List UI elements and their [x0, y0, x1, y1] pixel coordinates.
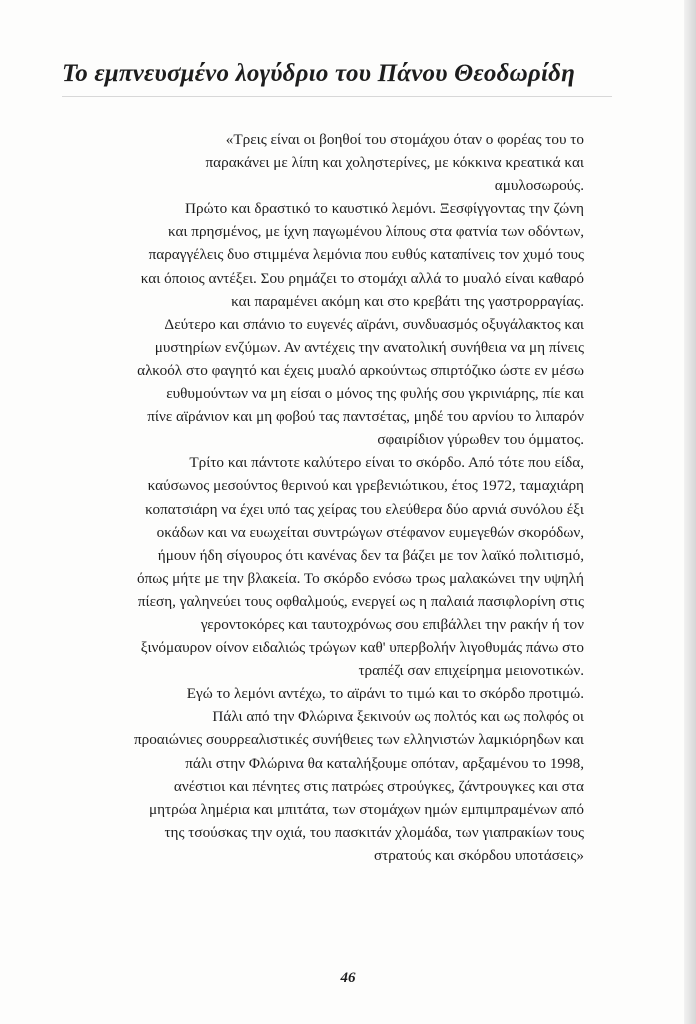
body-line: πίεση, γαληνεύει τους οφθαλμούς, ενεργεί ως η παλαιά πασιφλορίνη στις	[137, 592, 584, 610]
body-line: αμυλοσωρούς.	[494, 177, 584, 195]
body-line: Δεύτερο και σπάνιο το ευγενές αϊράνι, συνδυασμός οξυγάλακτος και	[164, 315, 584, 333]
body-line: Πρώτο και δραστικό το καυστικό λεμόνι. Ξεσφίγγοντας την ζώνη	[185, 200, 584, 218]
body-line: και πρησμένος, με ίχνη παγωμένου λίπους στα φατνία των οδόντων,	[167, 223, 584, 241]
body-line: μητρώα λημέρια και μπιτάτα, των στομάχων ημών εμπιμπραμένων από	[148, 800, 584, 818]
body-line: παραγγέλεις δυο στιμμένα λεμόνια που ευθύς καταπίνεις τον χυμό τους	[148, 246, 584, 264]
body-line: καύσωνος μεσούντος θερινού και γρεβενιώτικου, έτος 1972, ταμαχιάρη	[147, 477, 584, 495]
body-line: Εγώ το λεμόνι αντέχω, το αϊράνι το τιμώ και το σκόρδο προτιμώ.	[186, 685, 584, 703]
body-line: γεροντοκόρες και ταυτοχρόνως σου επιβάλλει την ρακήν ή τον	[200, 615, 584, 633]
body-line: Τρίτο και πάντοτε καλύτερο είναι το σκόρδο. Από τότε που είδα,	[189, 454, 584, 472]
body-line: ευθυμούντων να μη είσαι ο μόνος της φυλής σου γκρινιάρης, πίε και	[166, 385, 584, 403]
body-text	[58, 128, 584, 867]
body-line: τραπέζι σαν επιχείρημα μειονοτικών.	[358, 662, 584, 680]
body-line: και όποιος αντέξει. Σου ρημάζει το στομάχι αλλά το μυαλό είναι καθαρό	[140, 269, 584, 287]
body-line: μυστηρίων ενζύμων. Αν αντέχεις την ανατολική συνήθεια να μη πίνεις	[154, 338, 584, 356]
body-line: σφαιρίδιον γύρωθεν του όμματος.	[377, 431, 584, 449]
body-line: οκάδων και να ευωχείται συντρώγων στέφανον ευμεγεθών σκορόδων,	[156, 523, 584, 541]
body-line: παρακάνει με λίπη και χοληστερίνες, με κόκκινα κρεατικά και	[205, 154, 584, 172]
body-line: κοπατσιάρη να έχει υπό τας χείρας του ελεύθερα δύο αρνιά συνόλου έξι	[145, 500, 584, 518]
body-line: και παραμένει ακόμη και στο κρεβάτι της γαστρορραγίας.	[231, 292, 584, 310]
body-line: όπως μήτε με την βλακεία. Το σκόρδο ενόσω τρως μαλακώνει την υψηλή	[137, 569, 584, 587]
page-title: Το εμπνευσμένο λογύδριο του Πάνου Θεοδωρίδη	[62, 60, 576, 87]
body-line: Πάλι από την Φλώρινα ξεκινούν ως πολτός και ως πολφός οι	[212, 708, 584, 726]
body-line: ανέστιοι και πένητες στις πατρώες στρούγκες, ζάντρουγκες και στα	[173, 777, 584, 795]
body-line: της τσούσκας την οχιά, του πασκιτάν χλομάδα, των γιαπρακίων τους	[164, 823, 584, 841]
body-line: ξινόμαυρον οίνον ειδαλιώς τρώγων καθ' υπερβολήν λιγοθυμάς πάνω στο	[140, 639, 584, 657]
body-line: στρατούς και σκόρδου υποτάσεις»	[373, 846, 584, 864]
body-line: ήμουν ήδη σίγουρος ότι κανένας δεν τα βάζει με τον λαϊκό πολιτισμό,	[157, 546, 584, 564]
body-line: προαιώνιες σουρρεαλιστικές συνήθειες των ελληνιστών λαμκιόρηδων και	[133, 731, 584, 749]
body-line: πάλι στην Φλώρινα θα καταλήξουμε οπόταν, αρξαμένου το 1998,	[185, 754, 584, 772]
body-line: πίνε αϊράνιον και μη φοβού τας παντσέτας, μηδέ του αρνίου το λιπαρόν	[147, 408, 584, 426]
page-number: 46	[340, 970, 356, 986]
title-divider	[62, 96, 612, 97]
body-line: αλκοόλ στο φαγητό και έχεις μυαλό αρκούντως σπιρτόζικο ώστε εν μέσω	[137, 361, 584, 379]
page-edge-shadow	[684, 0, 696, 1024]
body-line: «Τρεις είναι οι βοηθοί του στομάχου όταν ο φορέας του το	[225, 131, 584, 148]
